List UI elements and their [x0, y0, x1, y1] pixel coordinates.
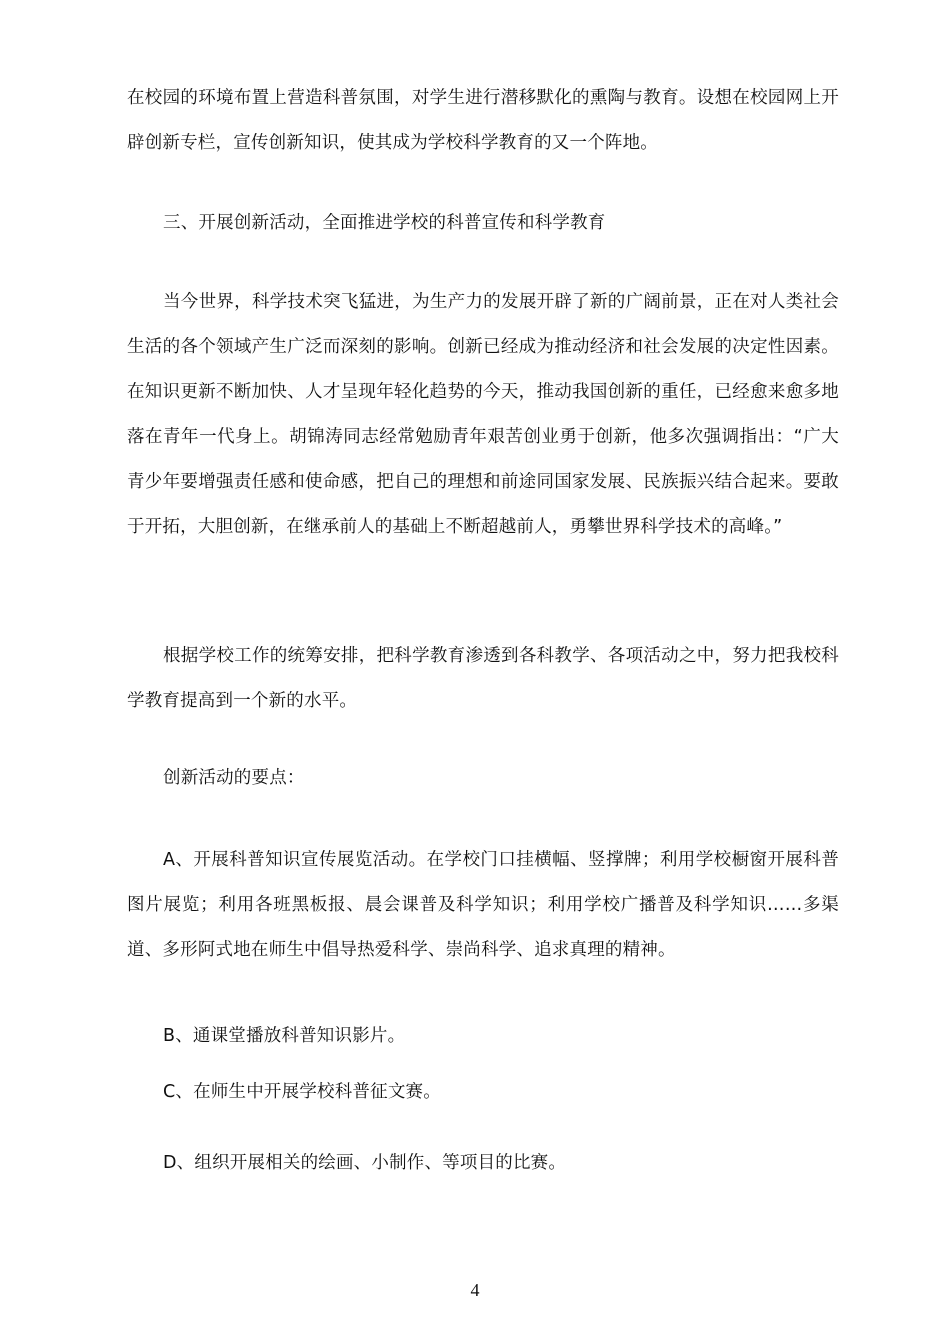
paragraph-key-points-heading: 创新活动的要点：: [163, 768, 305, 788]
list-item-b: B、通课堂播放科普知识影片。: [163, 1026, 406, 1046]
paragraph-school-arrangement: 根据学校工作的统筹安排，把科学教育渗透到各科教学、各项活动之中，努力把我校科学教育提高到一个新的水平。: [127, 646, 839, 711]
page-number: 4: [470, 1280, 480, 1300]
list-item-a: A、开展科普知识宣传展览活动。在学校门口挂横幅、竖撑牌；利用学校橱窗开展科普图片展览；利用各班黑板报、晨会课普及科学知识；利用学校广播普及科学知识……多渠道、多形阿式地在师生中倡导热爱科学、崇尚科学、追求真理的精神。: [127, 850, 839, 960]
section-heading-3: 三、开展创新活动，全面推进学校的科普宣传和科学教育: [163, 213, 606, 233]
list-item-c: C、在师生中开展学校科普征文赛。: [163, 1082, 441, 1102]
paragraph-world-science: 当今世界，科学技术突飞猛进，为生产力的发展开辟了新的广阔前景，正在对人类社会生活的各个领域产生广泛而深刻的影响。创新已经成为推动经济和社会发展的决定性因素。在知识更新不断加快、人才呈现年轻化趋势的今天，推动我国创新的重任，已经愈来愈多地落在青年一代身上。胡锦涛同志经常勉励青年艰苦创业勇于创新，他多次强调指出：“广大青少年要增强责任感和使命感，把自己的理想和前途同国家发展、民族振兴结合起来。要敢于开拓，大胆创新，在继承前人的基础上不断超越前人，勇攀世界科学技术的高峰。”: [127, 292, 839, 537]
list-item-d: D、组织开展相关的绘画、小制作、等项目的比赛。: [163, 1153, 567, 1173]
paragraph-campus-environment: 在校园的环境布置上营造科普氛围，对学生进行潜移默化的熏陶与教育。设想在校园网上开辟创新专栏，宣传创新知识，使其成为学校科学教育的又一个阵地。: [127, 88, 839, 153]
